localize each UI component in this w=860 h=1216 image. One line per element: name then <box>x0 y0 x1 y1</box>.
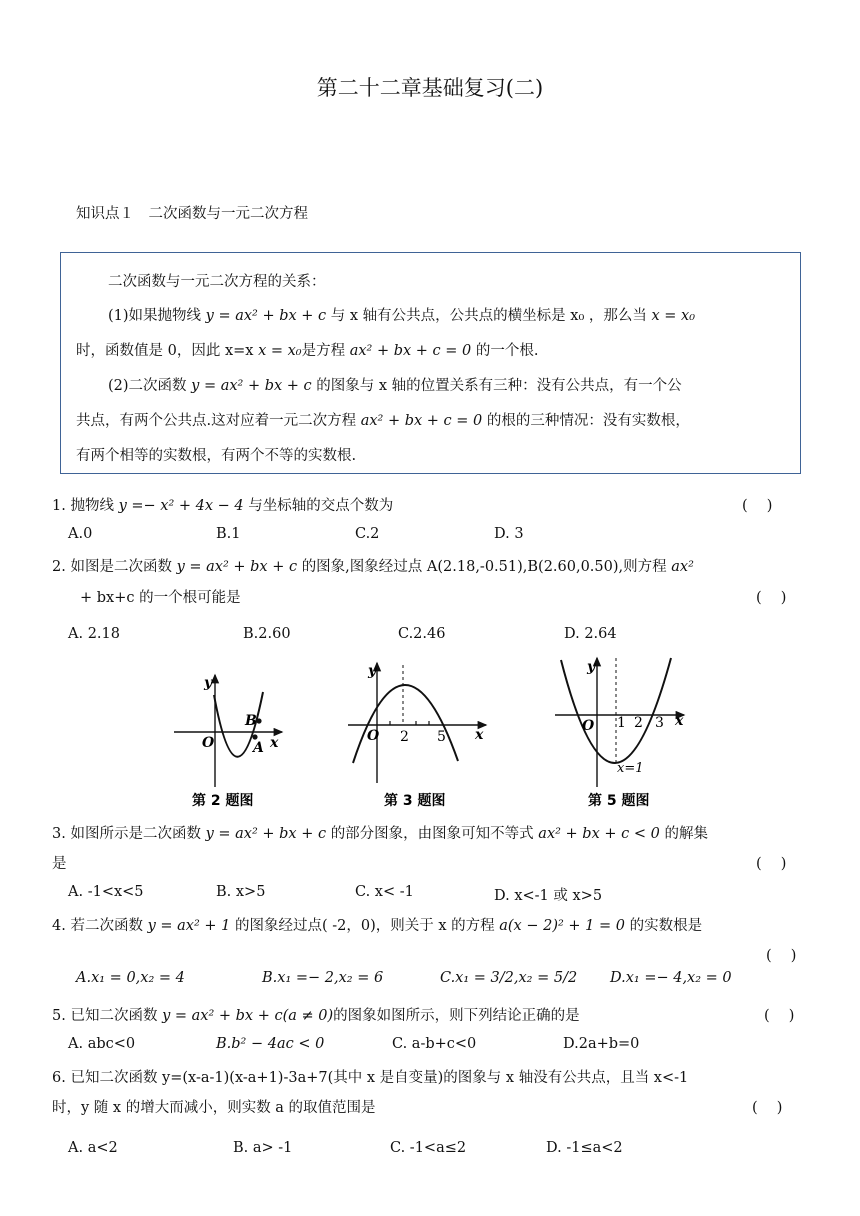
figure-2 <box>174 675 282 809</box>
question-2: 2. 如图是二次函数 y = ax² + bx + c 的图象,图象经过点 A(2.18,-0.51),B(2.60,0.50),则方程 ax² <box>52 559 694 575</box>
question-5: 5. 已知二次函数 y = ax² + bx + c(a ≠ 0)的图象如图所示，则下列结论正确的是 <box>52 1008 580 1024</box>
option-c: C.2 <box>355 526 380 542</box>
x-label: x <box>475 727 484 743</box>
question-2-line-2: + bx+c 的一个根可能是 <box>80 590 241 606</box>
box-paragraph-2-line-1: (2)二次函数 y = ax² + bx + c 的图象与 x 轴的位置关系有三种：没有公共点，有一个公 <box>108 378 682 394</box>
figure-3 <box>348 663 486 809</box>
option-c: C.2.46 <box>398 626 446 642</box>
box-paragraph-2-line-2: 共点，有两个公共点.这对应着一元二次方程 ax² + bx + c = 0 的根的三种情况：没有实数根， <box>76 413 690 429</box>
formula: y =− x² + 4x − 4 <box>118 498 244 514</box>
tick-label-2: 2 <box>400 729 409 745</box>
option-d: D. -1≤a<2 <box>546 1140 623 1156</box>
option-b: B.2.60 <box>243 626 291 642</box>
formula: y = ax² + 1 <box>147 918 231 934</box>
option-a: A.0 <box>68 526 93 542</box>
formula: ax² + bx + c < 0 <box>538 826 660 842</box>
option-a: A. 2.18 <box>68 626 120 642</box>
option-c: C. a-b+c<0 <box>392 1036 477 1052</box>
point-b-label: B <box>245 713 257 729</box>
option-a: A. a<2 <box>68 1140 118 1156</box>
y-label: y <box>587 659 596 675</box>
answer-paren: ( ) <box>764 1008 795 1024</box>
option-d: D.2a+b=0 <box>563 1036 640 1052</box>
formula: x = x₀ <box>258 343 302 359</box>
figures <box>170 655 690 815</box>
option-a: A.x₁ = 0,x₂ = 4 <box>76 970 185 986</box>
point-a <box>252 734 257 739</box>
x-label: x <box>675 713 684 729</box>
answer-paren: ( ) <box>756 590 787 606</box>
tick-label-1: 1 <box>617 715 626 731</box>
option-b: B. x>5 <box>216 884 266 900</box>
box-paragraph-1-line-2: 时，函数值是 0，因此 x=x x = x₀是方程 ax² + bx + c = 0 的一个根. <box>76 343 539 359</box>
option-d: D. 3 <box>494 526 524 542</box>
symmetry-label: x=1 <box>617 761 644 776</box>
formula: ax² + bx + c = 0 <box>349 343 472 359</box>
knowledge-point-heading: 知识点１ 二次函数与一元二次方程 <box>76 206 308 222</box>
y-label: y <box>368 663 377 679</box>
option-b: B.b² − 4ac < 0 <box>216 1036 325 1052</box>
answer-paren: ( ) <box>766 948 797 964</box>
formula: ax² <box>671 559 694 575</box>
origin-label: O <box>202 735 215 751</box>
box-paragraph-1-line-1: (1)如果抛物线 y = ax² + bx + c 与 x 轴有公共点，公共点的横坐标是 x₀ ，那么当 x = x₀ <box>108 308 696 324</box>
answer-paren: ( ) <box>756 856 787 872</box>
option-d: D. 2.64 <box>564 626 617 642</box>
formula: y = ax² + bx + c <box>191 378 312 394</box>
answer-paren: ( ) <box>742 498 773 514</box>
question-3: 3. 如图所示是二次函数 y = ax² + bx + c 的部分图象，由图象可知不等式 ax² + bx + c < 0 的解集 <box>52 826 708 842</box>
option-a: A. abc<0 <box>68 1036 136 1052</box>
formula: y = ax² + bx + c <box>205 826 327 842</box>
point-a-label: A <box>253 740 264 756</box>
question-6: 6. 已知二次函数 y=(x-a-1)(x-a+1)-3a+7(其中 x 是自变量)的图象与 x 轴没有公共点，且当 x<-1 <box>52 1070 689 1086</box>
origin-label: O <box>367 728 380 744</box>
question-4: 4. 若二次函数 y = ax² + 1 的图象经过点( -2，0)，则关于 x 的方程 a(x − 2)² + 1 = 0 的实数根是 <box>52 918 703 934</box>
y-label: y <box>204 675 213 691</box>
option-c: C. -1<a≤2 <box>390 1140 467 1156</box>
x-label: x <box>270 735 279 751</box>
tick-label-2: 2 <box>634 715 643 731</box>
origin-label: O <box>582 718 595 734</box>
parabola <box>561 658 671 763</box>
question-1: 1. 抛物线 y =− x² + 4x − 4 与坐标轴的交点个数为 <box>52 498 394 514</box>
option-d: D.x₁ =− 4,x₂ = 0 <box>610 970 732 986</box>
formula: ax² + bx + c = 0 <box>360 413 483 429</box>
option-b: B. a> -1 <box>233 1140 293 1156</box>
tick-label-5: 5 <box>437 729 446 745</box>
figure-2-caption: 第 2 题图 <box>192 793 254 809</box>
figure-3-caption: 第 3 题图 <box>384 793 446 809</box>
answer-paren: ( ) <box>752 1100 783 1116</box>
question-6-line-2: 时，y 随 x 的增大而减小，则实数 a 的取值范围是 <box>52 1100 376 1116</box>
parabola <box>353 685 458 763</box>
page-title: 第二十二章基础复习(二) <box>316 76 544 100</box>
option-d: D. x<-1 或 x>5 <box>494 888 603 904</box>
figure-5 <box>555 658 684 809</box>
tick-label-3: 3 <box>655 715 664 731</box>
formula: a(x − 2)² + 1 = 0 <box>499 918 625 934</box>
formula: y = ax² + bx + c <box>205 308 327 324</box>
formula: y = ax² + bx + c <box>176 559 298 575</box>
figure-5-caption: 第 5 题图 <box>588 793 650 809</box>
formula: y = ax² + bx + c(a ≠ 0) <box>162 1008 334 1024</box>
option-a: A. -1<x<5 <box>68 884 144 900</box>
option-c: C.x₁ = 3/2,x₂ = 5/2 <box>440 970 578 986</box>
formula: x = x₀ <box>651 308 696 324</box>
question-3-line-2: 是 <box>52 856 67 872</box>
option-b: B.1 <box>216 526 241 542</box>
box-heading: 二次函数与一元二次方程的关系： <box>108 274 326 290</box>
option-c: C. x< -1 <box>355 884 414 900</box>
option-b: B.x₁ =− 2,x₂ = 6 <box>262 970 384 986</box>
box-paragraph-2-line-3: 有两个相等的实数根，有两个不等的实数根. <box>76 448 357 464</box>
point-b <box>256 718 261 723</box>
